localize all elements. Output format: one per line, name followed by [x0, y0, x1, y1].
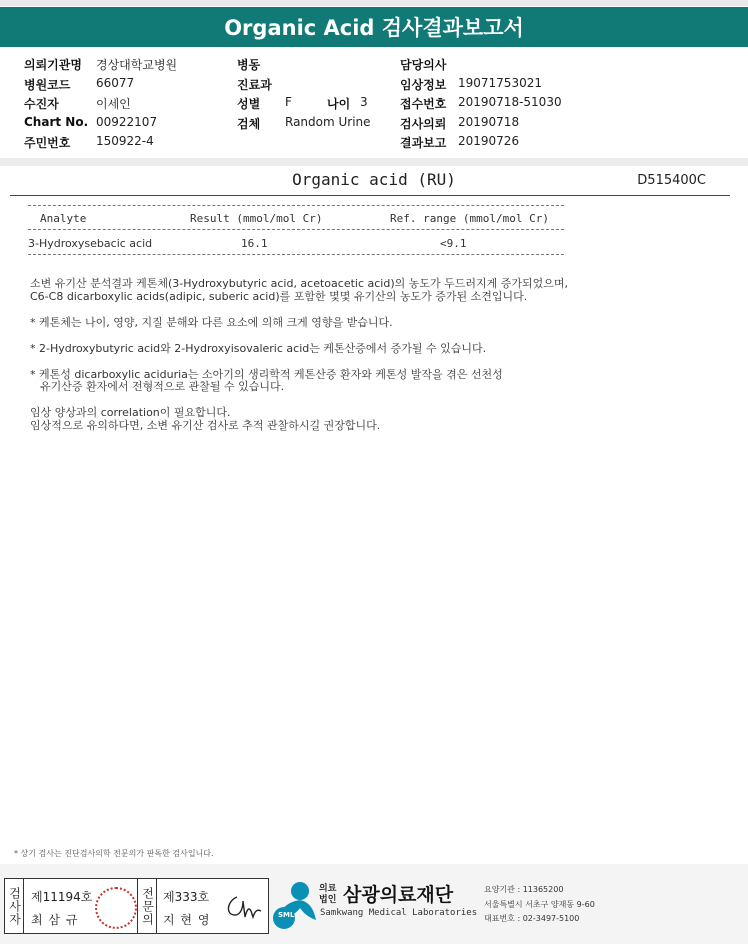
interpretation-line-1: 소변 유기산 분석결과 케톤체(3-Hydroxybutyric acid, acetoacetic acid)의 농도가 두드러지게 증가되었으며,	[30, 277, 568, 290]
hospital-row	[24, 56, 178, 74]
rrn-value: 150922-4	[96, 134, 154, 148]
request-value: 20190718	[458, 115, 520, 129]
interpretation-line-2: C6-C8 dicarboxylic acids(adipic, suberic acid)를 포함한 몇몇 유기산의 농도가 증가된 소견입니다.	[30, 290, 528, 303]
clinical-value: 19071753021	[458, 76, 542, 90]
org-address: 서울특별시 서초구 양재동 9-60	[484, 900, 595, 909]
request-row	[400, 115, 520, 133]
report-date-label: 결과보고	[400, 136, 447, 150]
chart-value: 00922107	[96, 115, 158, 129]
closing-line-2: 임상적으로 유의하다면, 소변 유기산 검사로 추적 관찰하시길 권장합니다.	[30, 419, 381, 432]
org-name: 삼광의료재단	[343, 884, 454, 906]
signature-box	[4, 878, 269, 934]
bullet-dicarboxylic-line-1: * 케톤성 dicarboxylic aciduria는 소아기의 생리학적 케톤산증 환자와 케톤성 발작을 겪은 선천성	[30, 368, 503, 381]
clinical-row	[400, 76, 542, 94]
sex-row	[237, 95, 368, 113]
report-date-row	[400, 134, 520, 152]
receipt-row	[400, 95, 562, 113]
column-header-analyte: Analyte	[40, 212, 87, 225]
dept-row	[237, 76, 272, 94]
patient-value: 이세인	[96, 97, 131, 111]
doctor-license: 제333호	[163, 890, 210, 904]
bullet-dicarboxylic-line-2: 유기산증 환자에서 전형적으로 관찰될 수 있습니다.	[40, 380, 285, 393]
tester-label	[5, 879, 24, 933]
code-value: 66077	[96, 76, 135, 90]
doctor-label: 담당의사	[400, 58, 447, 72]
bullet-ketoacidosis: * 2-Hydroxybutyric acid와 2-Hydroxyisovaleric acid는 케톤산증에서 증가될 수 있습니다.	[30, 342, 487, 355]
tester-label-text: 검사자	[7, 886, 22, 926]
report-code: D515400C	[637, 173, 706, 188]
table-header-rule	[28, 229, 564, 230]
report-title-rule	[10, 195, 730, 196]
sex-label: 성별	[237, 97, 261, 111]
hospital-label: 의뢰기관명	[24, 58, 82, 72]
chart-label: Chart No.	[24, 115, 89, 129]
tester-name: 최 삼 규	[31, 913, 79, 927]
dept-label: 진료과	[237, 78, 272, 92]
analyte-cell: 3-Hydroxysebacic acid	[28, 237, 153, 250]
patient-label: 수진자	[24, 97, 59, 111]
rrn-label: 주민번호	[24, 136, 71, 150]
doctor-label-text: 전문의	[140, 886, 155, 926]
section-divider	[0, 158, 748, 166]
range-cell: <9.1	[440, 237, 467, 250]
receipt-value: 20190718-51030	[458, 95, 562, 109]
column-header-range: Ref. range (mmol/mol Cr)	[390, 212, 549, 225]
specimen-row	[237, 115, 371, 133]
doctor-signature-icon	[223, 889, 263, 923]
receipt-label: 접수번호	[400, 97, 447, 111]
doctor-label	[137, 879, 157, 933]
org-legal-type: 의료법인	[319, 884, 337, 905]
report-title: Organic acid (RU)	[292, 170, 456, 189]
org-license: 요양기관 : 11365200	[484, 885, 564, 894]
request-label: 검사의뢰	[400, 117, 447, 131]
chart-row	[24, 115, 158, 133]
report-date-value: 20190726	[458, 134, 520, 148]
ward-row	[237, 56, 260, 74]
sex-value: F	[285, 95, 292, 109]
patient-row	[24, 95, 131, 113]
sml-logo-icon	[270, 880, 318, 930]
code-row	[24, 76, 135, 94]
ward-label: 병동	[237, 58, 261, 72]
org-english-name: Samkwang Medical Laboratories	[320, 908, 478, 918]
specimen-label: 검체	[237, 117, 261, 131]
doctor-name: 지 현 영	[163, 913, 211, 927]
tester-seal-icon	[95, 887, 137, 929]
sml-logo-text: SML	[278, 911, 295, 919]
age-value: 3	[360, 95, 368, 109]
doctor-row	[400, 56, 446, 74]
report-header-title: Organic Acid 검사결과보고서	[0, 7, 748, 47]
bullet-ketone-factors: * 케톤체는 나이, 영양, 지질 분해와 다른 요소에 의해 크게 영향을 받습니다.	[30, 316, 393, 329]
hospital-value: 경상대학교병원	[96, 58, 178, 72]
table-bottom-rule	[28, 254, 564, 255]
result-cell: 16.1	[241, 237, 268, 250]
clinical-label: 임상정보	[400, 78, 447, 92]
table-top-rule	[28, 205, 564, 206]
org-phone: 대표번호 : 02-3497-5100	[484, 914, 580, 923]
specimen-value: Random Urine	[285, 115, 371, 129]
top-strip	[0, 0, 748, 6]
tester-license: 제11194호	[31, 890, 93, 904]
code-label: 병원코드	[24, 78, 71, 92]
footnote: * 상기 검사는 진단검사의학 전문의가 판독한 검사입니다.	[14, 849, 214, 858]
column-header-result: Result (mmol/mol Cr)	[190, 212, 323, 225]
rrn-row	[24, 134, 154, 152]
closing-line-1: 임상 양상과의 correlation이 필요합니다.	[30, 406, 231, 419]
age-label: 나이	[327, 97, 351, 111]
